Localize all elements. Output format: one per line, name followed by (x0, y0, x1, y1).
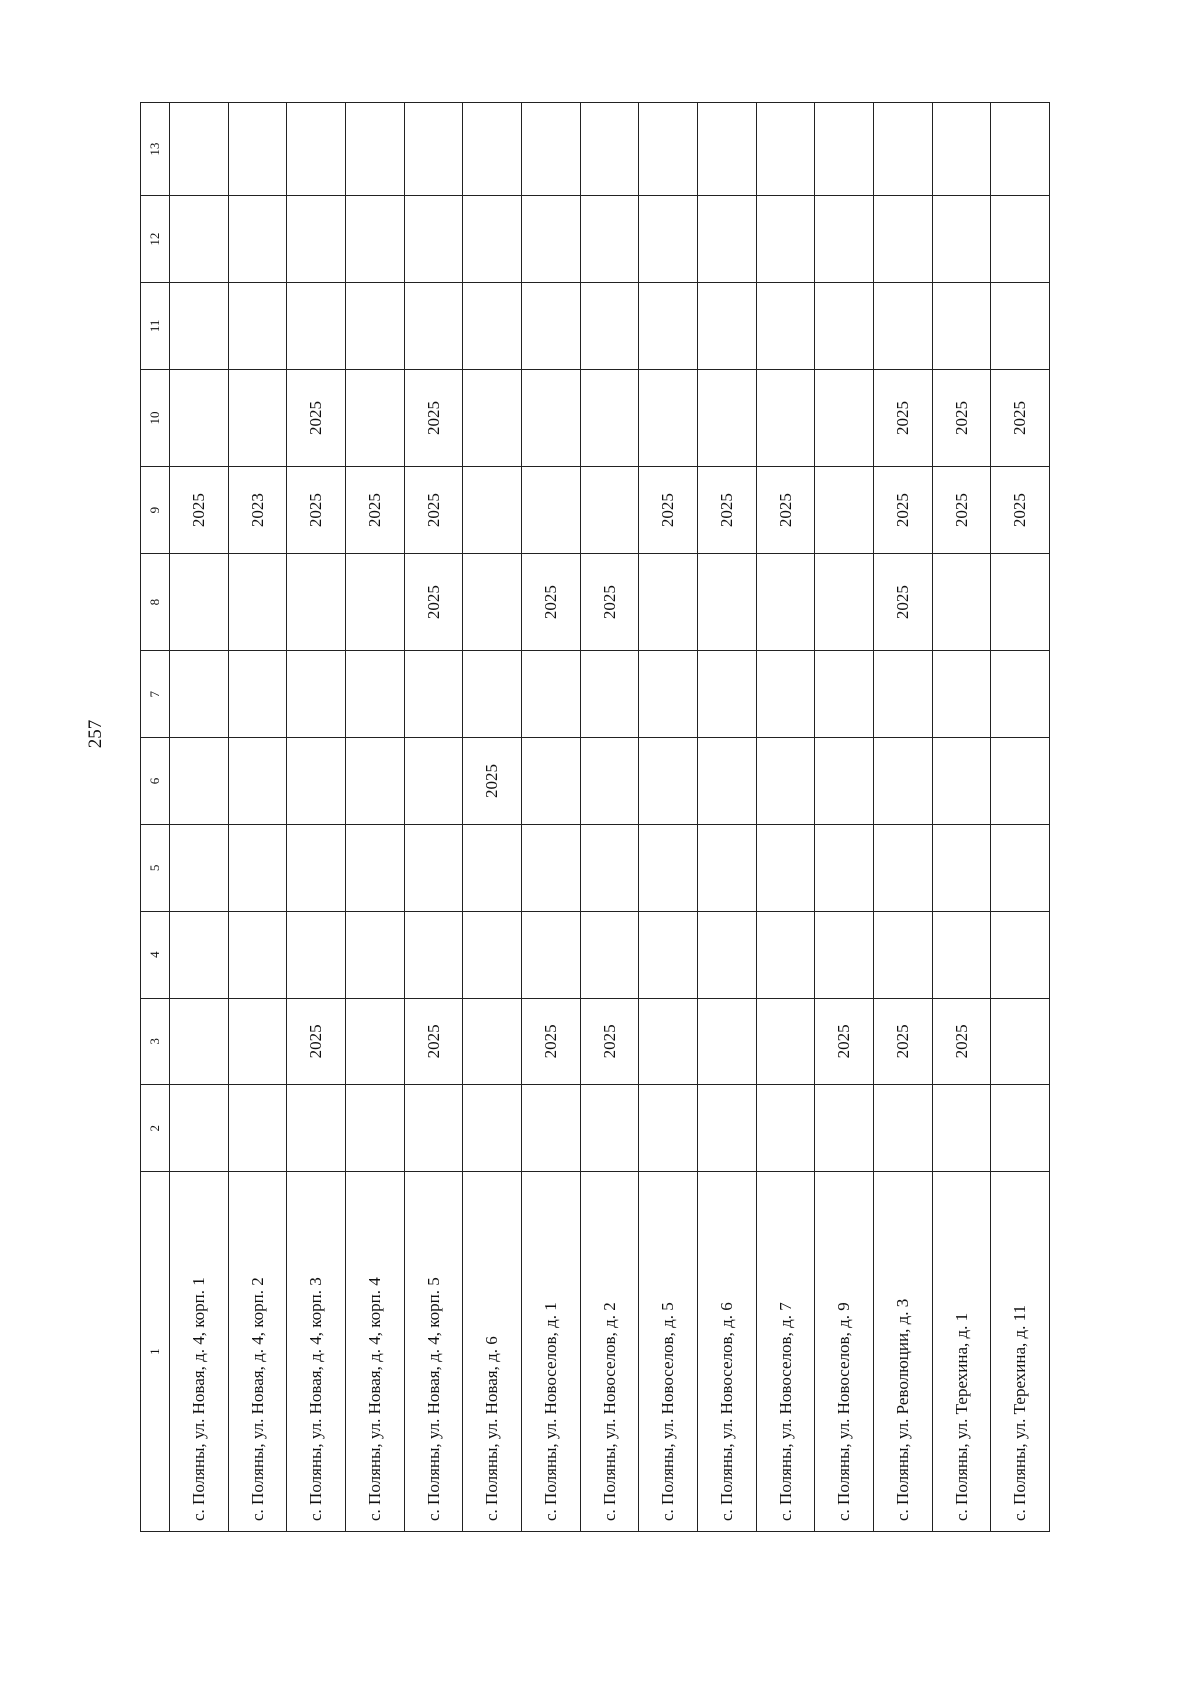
table-row (404, 103, 463, 1532)
year-cell (991, 998, 1050, 1085)
year-cell (463, 911, 522, 998)
year-cell (639, 738, 698, 825)
year-cell (287, 1085, 346, 1172)
table-row (345, 103, 404, 1532)
year-cell (404, 651, 463, 738)
year-cell (345, 738, 404, 825)
year-cell (580, 911, 639, 998)
year-cell: 2025 (932, 998, 991, 1085)
year-cell: 2025 (404, 467, 463, 554)
year-cell (404, 103, 463, 196)
year-cell (345, 369, 404, 466)
column-header: 3 (141, 998, 170, 1085)
year-cell (287, 282, 346, 369)
year-cell (170, 196, 229, 283)
year-cell (639, 824, 698, 911)
year-cell (697, 651, 756, 738)
address-cell: с. Поляны, ул. Новая, д. 4, корп. 1 (170, 1172, 229, 1532)
year-cell (580, 467, 639, 554)
table-row (521, 103, 580, 1532)
year-cell (756, 103, 815, 196)
year-cell (639, 369, 698, 466)
year-cell (873, 824, 932, 911)
year-cell (404, 824, 463, 911)
year-cell (815, 196, 874, 283)
year-cell (404, 738, 463, 825)
year-cell (580, 1085, 639, 1172)
year-cell (521, 1085, 580, 1172)
year-cell (873, 1085, 932, 1172)
year-cell (228, 998, 287, 1085)
year-cell (991, 824, 1050, 911)
year-cell (756, 911, 815, 998)
year-cell (580, 738, 639, 825)
year-cell (521, 196, 580, 283)
year-cell (932, 911, 991, 998)
year-cell (521, 103, 580, 196)
year-cell (756, 824, 815, 911)
year-cell (463, 467, 522, 554)
year-cell (697, 282, 756, 369)
address-cell: с. Поляны, ул. Новая, д. 4, корп. 3 (287, 1172, 346, 1532)
address-cell: с. Поляны, ул. Новая, д. 6 (463, 1172, 522, 1532)
year-cell (991, 651, 1050, 738)
year-cell (932, 738, 991, 825)
table-row (228, 103, 287, 1532)
year-cell (756, 282, 815, 369)
year-cell (463, 824, 522, 911)
year-cell (639, 103, 698, 196)
column-header: 8 (141, 553, 170, 650)
year-cell: 2025 (991, 369, 1050, 466)
year-cell (345, 103, 404, 196)
year-cell (345, 553, 404, 650)
year-cell (463, 282, 522, 369)
year-cell (756, 369, 815, 466)
year-cell (170, 282, 229, 369)
year-cell (345, 1085, 404, 1172)
year-cell (463, 196, 522, 283)
year-cell (521, 824, 580, 911)
column-header: 13 (141, 103, 170, 196)
year-cell: 2025 (463, 738, 522, 825)
year-cell (404, 282, 463, 369)
year-cell (697, 369, 756, 466)
year-cell (580, 282, 639, 369)
year-cell (932, 103, 991, 196)
year-cell (345, 911, 404, 998)
year-cell (756, 553, 815, 650)
year-cell (287, 553, 346, 650)
address-cell: с. Поляны, ул. Новоселов, д. 1 (521, 1172, 580, 1532)
year-cell (170, 103, 229, 196)
year-cell: 2025 (873, 553, 932, 650)
address-cell: с. Поляны, ул. Новоселов, д. 6 (697, 1172, 756, 1532)
year-cell (873, 738, 932, 825)
year-cell (521, 911, 580, 998)
year-cell (991, 103, 1050, 196)
year-cell (991, 911, 1050, 998)
column-header: 4 (141, 911, 170, 998)
year-cell: 2025 (404, 998, 463, 1085)
year-cell (815, 369, 874, 466)
year-cell (639, 998, 698, 1085)
column-header: 10 (141, 369, 170, 466)
column-header: 9 (141, 467, 170, 554)
table-row (991, 103, 1050, 1532)
table-row (873, 103, 932, 1532)
year-cell: 2025 (287, 467, 346, 554)
year-cell (170, 1085, 229, 1172)
year-cell (815, 553, 874, 650)
year-cell (287, 911, 346, 998)
table-row (932, 103, 991, 1532)
year-cell (521, 738, 580, 825)
year-cell (932, 553, 991, 650)
year-cell (815, 1085, 874, 1172)
year-cell (991, 196, 1050, 283)
year-cell (639, 911, 698, 998)
table-row (170, 103, 229, 1532)
year-cell (404, 911, 463, 998)
year-cell (345, 196, 404, 283)
year-cell (521, 282, 580, 369)
year-cell (463, 998, 522, 1085)
year-cell (639, 196, 698, 283)
year-cell (170, 911, 229, 998)
address-cell: с. Поляны, ул. Новая, д. 4, корп. 2 (228, 1172, 287, 1532)
year-cell (345, 651, 404, 738)
year-cell: 2025 (639, 467, 698, 554)
year-cell: 2025 (404, 369, 463, 466)
address-cell: с. Поляны, ул. Новоселов, д. 7 (756, 1172, 815, 1532)
year-cell (287, 103, 346, 196)
year-cell (932, 651, 991, 738)
column-header: 6 (141, 738, 170, 825)
address-cell: с. Поляны, ул. Новая, д. 4, корп. 4 (345, 1172, 404, 1532)
year-cell: 2025 (580, 553, 639, 650)
year-cell (463, 553, 522, 650)
address-cell: с. Поляны, ул. Революции, д. 3 (873, 1172, 932, 1532)
year-cell (756, 651, 815, 738)
year-cell (815, 651, 874, 738)
year-cell (697, 103, 756, 196)
year-cell (170, 998, 229, 1085)
year-cell (170, 369, 229, 466)
year-cell (580, 103, 639, 196)
year-cell (580, 824, 639, 911)
year-cell (580, 651, 639, 738)
table-row (463, 103, 522, 1532)
year-cell (170, 824, 229, 911)
year-cell: 2025 (697, 467, 756, 554)
page-number: 257 (85, 719, 106, 749)
column-header: 12 (141, 196, 170, 283)
year-cell (815, 282, 874, 369)
year-cell (287, 824, 346, 911)
address-cell: с. Поляны, ул. Терехина, д. 1 (932, 1172, 991, 1532)
year-cell: 2025 (521, 553, 580, 650)
year-cell: 2025 (521, 998, 580, 1085)
year-cell (639, 553, 698, 650)
header-row (141, 103, 170, 1532)
year-cell (697, 911, 756, 998)
column-header: 1 (141, 1172, 170, 1532)
year-cell: 2025 (873, 369, 932, 466)
year-cell (932, 282, 991, 369)
year-cell (991, 282, 1050, 369)
year-cell (228, 911, 287, 998)
year-cell (815, 467, 874, 554)
year-cell (228, 738, 287, 825)
year-cell (345, 282, 404, 369)
year-cell: 2025 (932, 369, 991, 466)
year-cell: 2025 (287, 998, 346, 1085)
year-cell (228, 553, 287, 650)
year-cell (345, 998, 404, 1085)
year-cell (932, 824, 991, 911)
year-cell: 2025 (873, 998, 932, 1085)
year-cell (521, 467, 580, 554)
year-cell (991, 1085, 1050, 1172)
year-cell (697, 738, 756, 825)
year-cell (697, 1085, 756, 1172)
year-cell: 2025 (815, 998, 874, 1085)
year-cell (404, 196, 463, 283)
year-cell (228, 651, 287, 738)
year-cell (170, 738, 229, 825)
year-cell: 2025 (991, 467, 1050, 554)
year-cell (345, 824, 404, 911)
table-row (815, 103, 874, 1532)
address-cell: с. Поляны, ул. Терехина, д. 11 (991, 1172, 1050, 1532)
address-cell: с. Поляны, ул. Новоселов, д. 5 (639, 1172, 698, 1532)
table-row (697, 103, 756, 1532)
year-cell: 2025 (756, 467, 815, 554)
year-cell (815, 911, 874, 998)
year-cell (697, 824, 756, 911)
year-cell: 2025 (404, 553, 463, 650)
year-cell (463, 651, 522, 738)
year-cell (170, 651, 229, 738)
year-cell (521, 369, 580, 466)
table-row (756, 103, 815, 1532)
year-cell: 2025 (287, 369, 346, 466)
year-cell: 2025 (932, 467, 991, 554)
address-cell: с. Поляны, ул. Новоселов, д. 2 (580, 1172, 639, 1532)
table-row (287, 103, 346, 1532)
year-cell (580, 196, 639, 283)
address-cell: с. Поляны, ул. Новая, д. 4, корп. 5 (404, 1172, 463, 1532)
year-cell (463, 1085, 522, 1172)
year-cell (932, 196, 991, 283)
year-cell (873, 196, 932, 283)
year-cell (756, 998, 815, 1085)
year-cell (932, 1085, 991, 1172)
rotated-table-wrapper (140, 102, 1050, 1532)
year-cell (228, 282, 287, 369)
year-cell (287, 196, 346, 283)
year-cell (991, 553, 1050, 650)
year-cell: 2025 (580, 998, 639, 1085)
table-row (639, 103, 698, 1532)
year-cell (815, 824, 874, 911)
year-cell (756, 738, 815, 825)
address-cell: с. Поляны, ул. Новоселов, д. 9 (815, 1172, 874, 1532)
year-cell (639, 1085, 698, 1172)
year-cell (463, 369, 522, 466)
year-cell (639, 651, 698, 738)
year-cell (228, 1085, 287, 1172)
column-header: 11 (141, 282, 170, 369)
year-cell (873, 282, 932, 369)
year-cell: 2023 (228, 467, 287, 554)
year-cell (873, 651, 932, 738)
year-cell (873, 103, 932, 196)
year-cell (521, 651, 580, 738)
year-cell (873, 911, 932, 998)
year-cell (697, 553, 756, 650)
year-cell (756, 1085, 815, 1172)
year-cell: 2025 (873, 467, 932, 554)
year-cell (756, 196, 815, 283)
year-cell (170, 553, 229, 650)
year-cell (463, 103, 522, 196)
year-cell (404, 1085, 463, 1172)
year-cell (697, 998, 756, 1085)
year-cell: 2025 (345, 467, 404, 554)
year-cell (287, 651, 346, 738)
year-cell (815, 103, 874, 196)
column-header: 5 (141, 824, 170, 911)
year-cell (580, 369, 639, 466)
table-row (580, 103, 639, 1532)
year-cell (228, 824, 287, 911)
year-cell (639, 282, 698, 369)
column-header: 2 (141, 1085, 170, 1172)
column-header: 7 (141, 651, 170, 738)
year-cell: 2025 (170, 467, 229, 554)
year-cell (991, 738, 1050, 825)
year-cell (228, 196, 287, 283)
year-cell (228, 369, 287, 466)
year-cell (815, 738, 874, 825)
year-cell (228, 103, 287, 196)
year-cell (287, 738, 346, 825)
year-cell (697, 196, 756, 283)
schedule-table (140, 102, 1050, 1532)
